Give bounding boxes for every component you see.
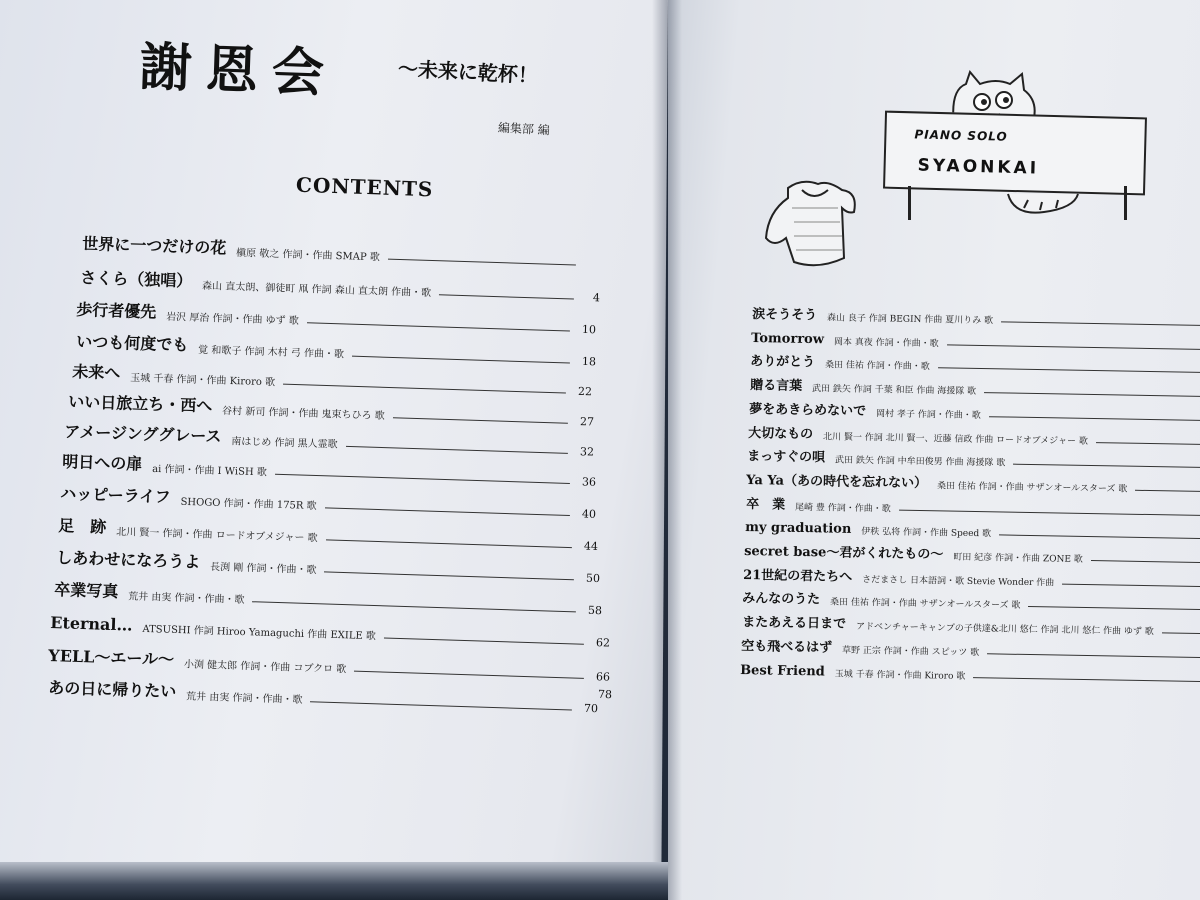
toc-song-title: 夢をあきらめないで	[748, 401, 867, 419]
toc-credit: 玉城 千春 作詞・作曲 Kiroro 歌	[834, 669, 966, 682]
toc-credit: 森山 直太朗、御徒町 凧 作詞 森山 直太朗 作曲・歌	[201, 280, 432, 300]
toc-page-number: 10	[581, 322, 597, 337]
toc-song-title: まっすぐの唄	[747, 449, 826, 466]
toc-page-number: 22	[577, 384, 593, 399]
toc-song-title: 歩行者優先	[76, 300, 157, 322]
toc-song-title: Tomorrow	[751, 330, 825, 347]
toc-song-title: my graduation	[744, 520, 852, 538]
toc-last-page-number: 78	[597, 687, 613, 702]
toc-credit: さだまさし 日本語詞・歌 Stevie Wonder 作曲	[862, 574, 1055, 589]
toc-leader-line	[947, 344, 1200, 349]
cat-tail-illustration	[1004, 186, 1084, 220]
hoodie-illustration	[758, 178, 868, 274]
toc-song-title: さくら（独唱）	[80, 268, 193, 291]
toc-credit: 岡本 真夜 作詞・作曲・歌	[834, 337, 939, 349]
toc-leader-line	[987, 653, 1200, 658]
toc-song-title: いい日旅立ち・西へ	[68, 392, 213, 416]
toc-credit: 玉城 千春 作詞・作曲 Kiroro 歌	[129, 372, 276, 389]
toc-song-title: YELL〜エール〜	[48, 646, 175, 669]
book-gutter	[652, 0, 682, 900]
toc-page-number: 36	[581, 475, 597, 489]
toc-page-number: 44	[583, 539, 599, 553]
page-edge-shadow	[0, 862, 668, 900]
toc-leader-line	[1161, 632, 1200, 634]
toc-leader-line	[984, 392, 1200, 397]
toc-song-title: Best Friend	[740, 662, 825, 679]
toc-page-number: 18	[581, 354, 597, 369]
toc-leader-line	[999, 535, 1200, 540]
toc-song-title: ハッピーライフ	[60, 484, 171, 507]
toc-song-title: 卒 業	[745, 496, 785, 513]
toc-song-title: あの日に帰りたい	[48, 678, 177, 702]
toc-song-title: 大切なもの	[748, 425, 814, 442]
toc-song-title: secret base〜君がくれたもの〜	[744, 544, 944, 563]
toc-page-number: 40	[581, 507, 597, 521]
toc-song-title: ありがとう	[750, 354, 816, 371]
toc-credit: 北川 賢一 作詞 北川 賢一、近藤 信政 作曲 ロードオブメジャー 歌	[823, 431, 1088, 447]
toc-leader-line	[989, 416, 1200, 421]
toc-song-title: 卒業写真	[54, 580, 119, 602]
toc-credit: SHOGO 作詞・作曲 175R 歌	[180, 496, 317, 513]
book-title: 謝恩会	[138, 37, 339, 105]
toc-leader-line	[1013, 464, 1200, 468]
toc-credit: 桑田 佳祐 作詞・作曲 サザンオールスターズ 歌	[830, 597, 1021, 612]
toc-song-title: しあわせになろうよ	[56, 548, 201, 572]
toc-leader-line	[1096, 442, 1200, 445]
toc-page-number: 70	[583, 701, 599, 716]
toc-credit: 谷村 新司 作詞・作曲 鬼束ちひろ 歌	[221, 405, 385, 422]
toc-credit: 桑田 佳祐 作詞・作曲・歌	[825, 360, 931, 373]
toc-leader-line	[1062, 583, 1200, 586]
toc-credit: 武田 鉄矢 作詞 中牟田俊男 作曲 海援隊 歌	[835, 455, 1006, 469]
sign-line-1: PIANO SOLO	[914, 127, 1008, 144]
toc-song-title: Eternal…	[50, 613, 133, 635]
toc-credit: 北川 賢一 作詞・作曲 ロードオブメジャー 歌	[115, 526, 318, 545]
contents-heading: CONTENTS	[295, 172, 434, 202]
toc-credit: 槇原 敬之 作詞・作曲 SMAP 歌	[235, 247, 380, 264]
sign-leg-right	[1124, 186, 1127, 220]
toc-song-title: 贈る言葉	[749, 378, 802, 395]
toc-song-title: 世界に一つだけの花	[82, 234, 227, 258]
toc-credit: 尾崎 豊 作詞・作曲・歌	[794, 502, 891, 515]
toc-song-title: 空も飛べるはず	[740, 638, 833, 656]
toc-page-number: 66	[595, 670, 611, 684]
toc-credit: 荒井 由実 作詞・作曲・歌	[185, 691, 303, 706]
toc-credit: ai 作詞・作曲 I WiSH 歌	[151, 463, 267, 479]
toc-credit: 伊秩 弘将 作詞・作曲 Speed 歌	[861, 527, 991, 540]
sign-leg-left	[908, 186, 911, 220]
toc-leader-line	[898, 509, 1200, 515]
toc-leader-line	[938, 368, 1200, 374]
piano-solo-sign	[883, 111, 1147, 196]
toc-song-title: 未来へ	[72, 362, 121, 383]
toc-credit: 覚 和歌子 作詞 木村 弓 作曲・歌	[197, 344, 345, 361]
toc-song-title: 足 跡	[58, 516, 107, 537]
toc-credit: 武田 鉄矢 作詞 千葉 和臣 作曲 海援隊 歌	[811, 384, 976, 398]
toc-credit: 草野 正宗 作詞・作曲 スピッツ 歌	[841, 645, 980, 658]
toc-credit: 荒井 由実 作詞・作曲・歌	[127, 591, 245, 606]
toc-credit: 町田 紀彦 作詞・作曲 ZONE 歌	[953, 552, 1083, 565]
toc-credit: アドベンチャーキャンプの子供達&北川 悠仁 作詞 北川 悠仁 作曲 ゆず 歌	[855, 622, 1154, 638]
toc-page-number: 27	[579, 415, 595, 429]
sign-line-2: SYAONKAI	[917, 155, 1040, 179]
toc-page-number: 4	[592, 291, 601, 305]
toc-credit: 岡村 孝子 作詞・作曲・歌	[875, 409, 981, 421]
toc-credit: 桑田 佳祐 作詞・作曲 サザンオールスターズ 歌	[937, 481, 1128, 495]
toc-credit: ATSUSHI 作詞 Hiroo Yamaguchi 作曲 EXILE 歌	[142, 623, 377, 643]
toc-leader-line	[1001, 321, 1200, 325]
toc-credit: 岩沢 厚治 作詞・作曲 ゆず 歌	[165, 311, 299, 327]
toc-leader-line	[1029, 606, 1200, 610]
toc-song-title: 21世紀の君たちへ	[743, 567, 853, 585]
toc-song-title: 明日への扉	[62, 452, 143, 474]
toc-leader-line	[439, 294, 574, 299]
toc-song-title: いつも何度でも	[76, 332, 189, 355]
book-subtitle: 〜未来に乾杯！	[397, 56, 539, 88]
toc-song-title: またあえる日まで	[741, 615, 846, 632]
toc-leader-line	[388, 259, 576, 266]
toc-leader-line	[1091, 560, 1200, 563]
toc-credit: 森山 良子 作詞 BEGIN 作曲 夏川りみ 歌	[827, 313, 994, 327]
toc-song-title: Ya Ya（あの時代を忘れない）	[746, 472, 928, 492]
toc-leader-line	[1136, 490, 1200, 492]
toc-page-number: 50	[585, 571, 601, 586]
toc-song-title: 涙そうそう	[752, 307, 818, 324]
editor-credit: 編集部 編	[497, 120, 551, 138]
toc-credit: 小渕 健太郎 作詞・作曲 コブクロ 歌	[183, 659, 347, 676]
toc-credit: 南はじめ 作詞 黒人霊歌	[231, 436, 338, 451]
toc-page-number: 62	[595, 636, 611, 650]
toc-page-number: 32	[579, 445, 595, 459]
toc-leader-line	[393, 417, 568, 424]
toc-credit: 長渕 剛 作詞・作曲・歌	[209, 561, 317, 577]
toc-page-number: 58	[587, 603, 603, 618]
toc-song-title: アメージンググレース	[64, 422, 222, 446]
toc-leader-line	[973, 677, 1200, 682]
toc-song-title: みんなのうた	[742, 591, 821, 608]
